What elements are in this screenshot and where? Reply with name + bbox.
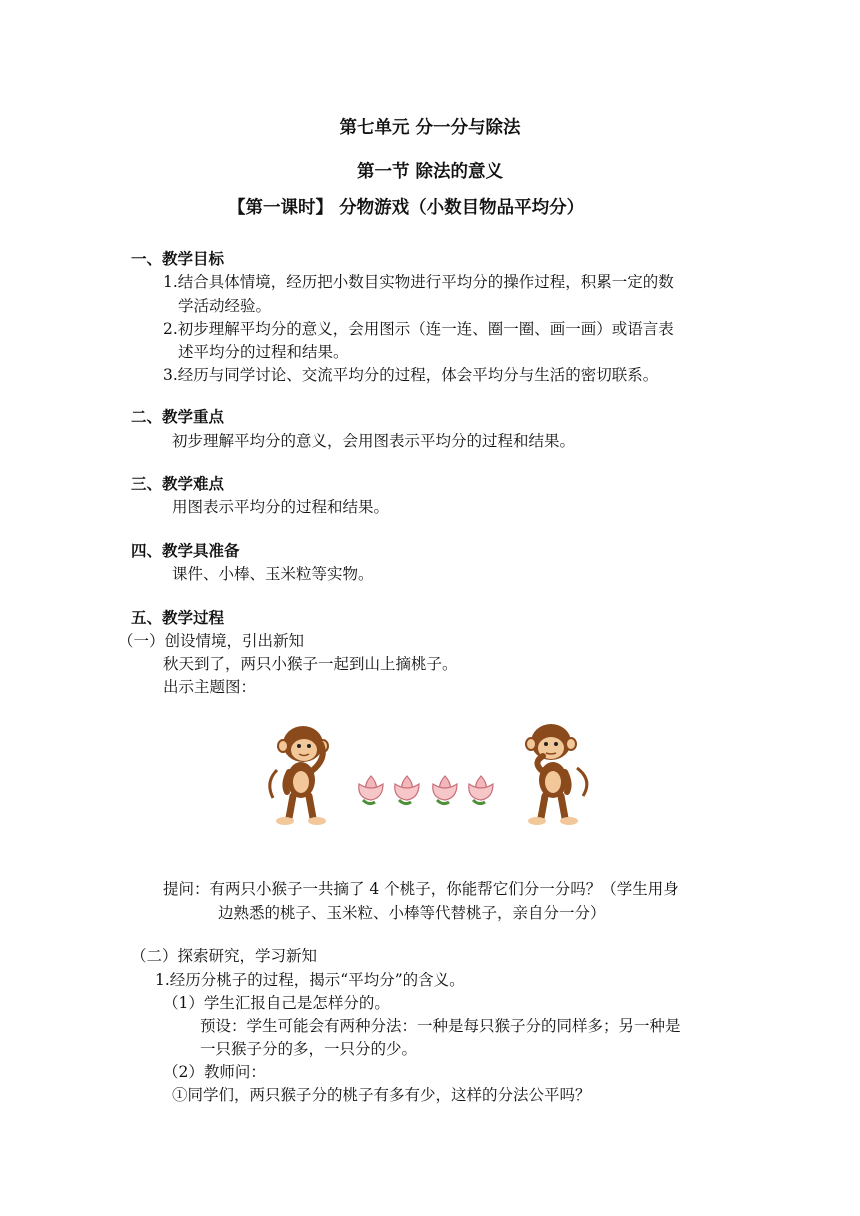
process-step-1-line1: 秋天到了，两只小猴子一起到山上摘桃子。 (163, 655, 458, 673)
key-point-text: 初步理解平均分的意义，会用图表示平均分的过程和结果。 (172, 432, 576, 450)
unit-title: 第七单元 分一分与除法 (339, 118, 521, 138)
process-step-1: （一）创设情境，引出新知 (118, 632, 305, 650)
objective-3: 3.经历与同学讨论、交流平均分的过程，体会平均分与生活的密切联系。 (163, 366, 659, 384)
objective-1-line2: 学活动经验。 (178, 297, 272, 315)
peach-icon (469, 776, 493, 804)
lesson-title: 【第一课时】 分物游戏（小数目物品平均分） (228, 198, 585, 218)
section-title: 第一节 除法的意义 (356, 162, 504, 182)
peach-icon (359, 776, 383, 804)
process-sub-2-question1: ①同学们，两只猴子分的桃子有多有少，这样的分法公平吗？ (172, 1086, 591, 1104)
peach-icon (433, 776, 457, 804)
process-step-2-item1: 1.经历分桃子的过程，揭示“平均分”的含义。 (155, 971, 465, 989)
process-step-1-line2: 出示主题图： (163, 678, 257, 696)
process-step-2: （二）探索研究，学习新知 (131, 947, 318, 965)
objective-2-line2: 述平均分的过程和结果。 (178, 343, 349, 361)
objective-1-line1: 1.结合具体情境，经历把小数目实物进行平均分的操作过程，积累一定的数 (163, 273, 674, 291)
objective-2-line1: 2.初步理解平均分的意义，会用图示（连一连、圈一圈、画一画）或语言表 (163, 320, 674, 338)
monkey-icon (526, 724, 587, 825)
question-line1: 提问：有两只小猴子一共摘了 4 个桃子，你能帮它们分一分吗？（学生用身 (163, 880, 679, 898)
process-sub-1: （1）学生汇报自己是怎样分的。 (163, 994, 390, 1012)
difficulty-text: 用图表示平均分的过程和结果。 (172, 498, 390, 516)
question-line2: 边熟悉的桃子、玉米粒、小棒等代替桃子，亲自分一分） (218, 904, 606, 922)
theme-illustration (265, 722, 595, 832)
monkey-icon (270, 726, 328, 825)
process-sub-1-line1: 预设：学生可能会有两种分法：一种是每只猴子分的同样多；另一种是 (200, 1017, 681, 1035)
materials-heading: 四、教学具准备 (131, 541, 240, 560)
process-sub-2: （2）教师问： (163, 1063, 266, 1081)
process-heading: 五、教学过程 (131, 608, 225, 627)
key-point-heading: 二、教学重点 (131, 407, 225, 426)
process-sub-1-line2: 一只猴子分的多，一只分的少。 (200, 1040, 418, 1058)
materials-text: 课件、小棒、玉米粒等实物。 (172, 565, 374, 583)
difficulty-heading: 三、教学难点 (131, 474, 225, 493)
objectives-heading: 一、教学目标 (131, 249, 225, 268)
peach-icon (395, 776, 419, 804)
